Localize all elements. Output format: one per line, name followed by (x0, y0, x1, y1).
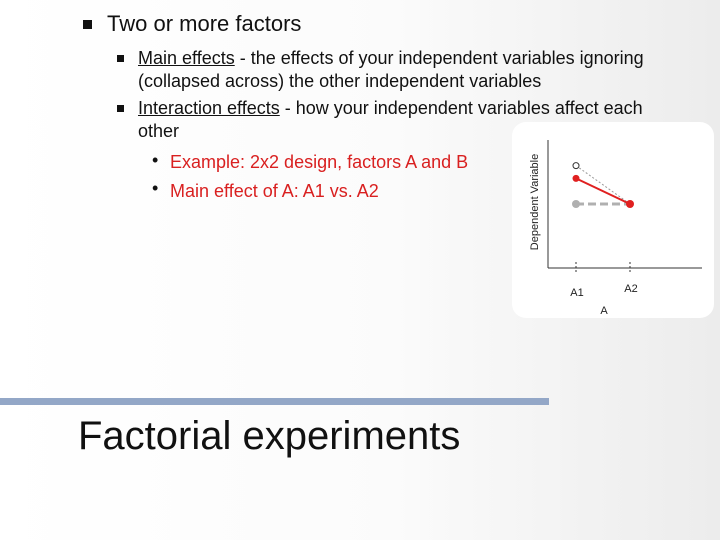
chart-panel (512, 122, 714, 318)
sub-bullet-dot-1: • (152, 150, 159, 170)
sub-bullet-dot-2: • (152, 178, 159, 198)
heading-bullet (83, 20, 92, 29)
interaction-effects-term: Interaction effects (138, 98, 280, 118)
series-red-line (576, 178, 630, 204)
main-effects-line1 (138, 47, 644, 69)
title-divider (0, 398, 549, 405)
series-red-point-a1 (573, 175, 580, 182)
main-effects-line2: (collapsed across) the other independent variables (138, 71, 542, 91)
interaction-chart (512, 122, 714, 318)
series-dotted-point-a1 (573, 163, 579, 169)
y-axis-label: Dependent Variable (529, 153, 541, 251)
bullet-marker-1 (117, 55, 124, 62)
interaction-effects-desc: - how your independent variables affect each (279, 98, 643, 118)
x-tick-label-a2: A2 (624, 283, 638, 295)
bullet-marker-2 (117, 105, 124, 112)
series-gray-point-a1 (572, 200, 580, 208)
sub-bullet-main-effect: Main effect of A: A1 vs. A2 (170, 181, 379, 201)
main-effects-desc: - the effects of your independent variables ignoring (234, 48, 644, 68)
main-effects-term: Main effects (138, 48, 235, 68)
interaction-effects-line1 (138, 97, 643, 119)
series-dotted-line (576, 166, 630, 204)
x-tick-label-a1: A1 (570, 287, 584, 299)
x-axis-label: A (600, 305, 608, 317)
slide-title: Factorial experiments (78, 414, 461, 458)
slide-heading: Two or more factors (107, 11, 302, 36)
series-red-point-a2 (626, 200, 634, 208)
sub-bullet-example: Example: 2x2 design, factors A and B (170, 152, 469, 172)
interaction-effects-line2: other (138, 121, 180, 141)
